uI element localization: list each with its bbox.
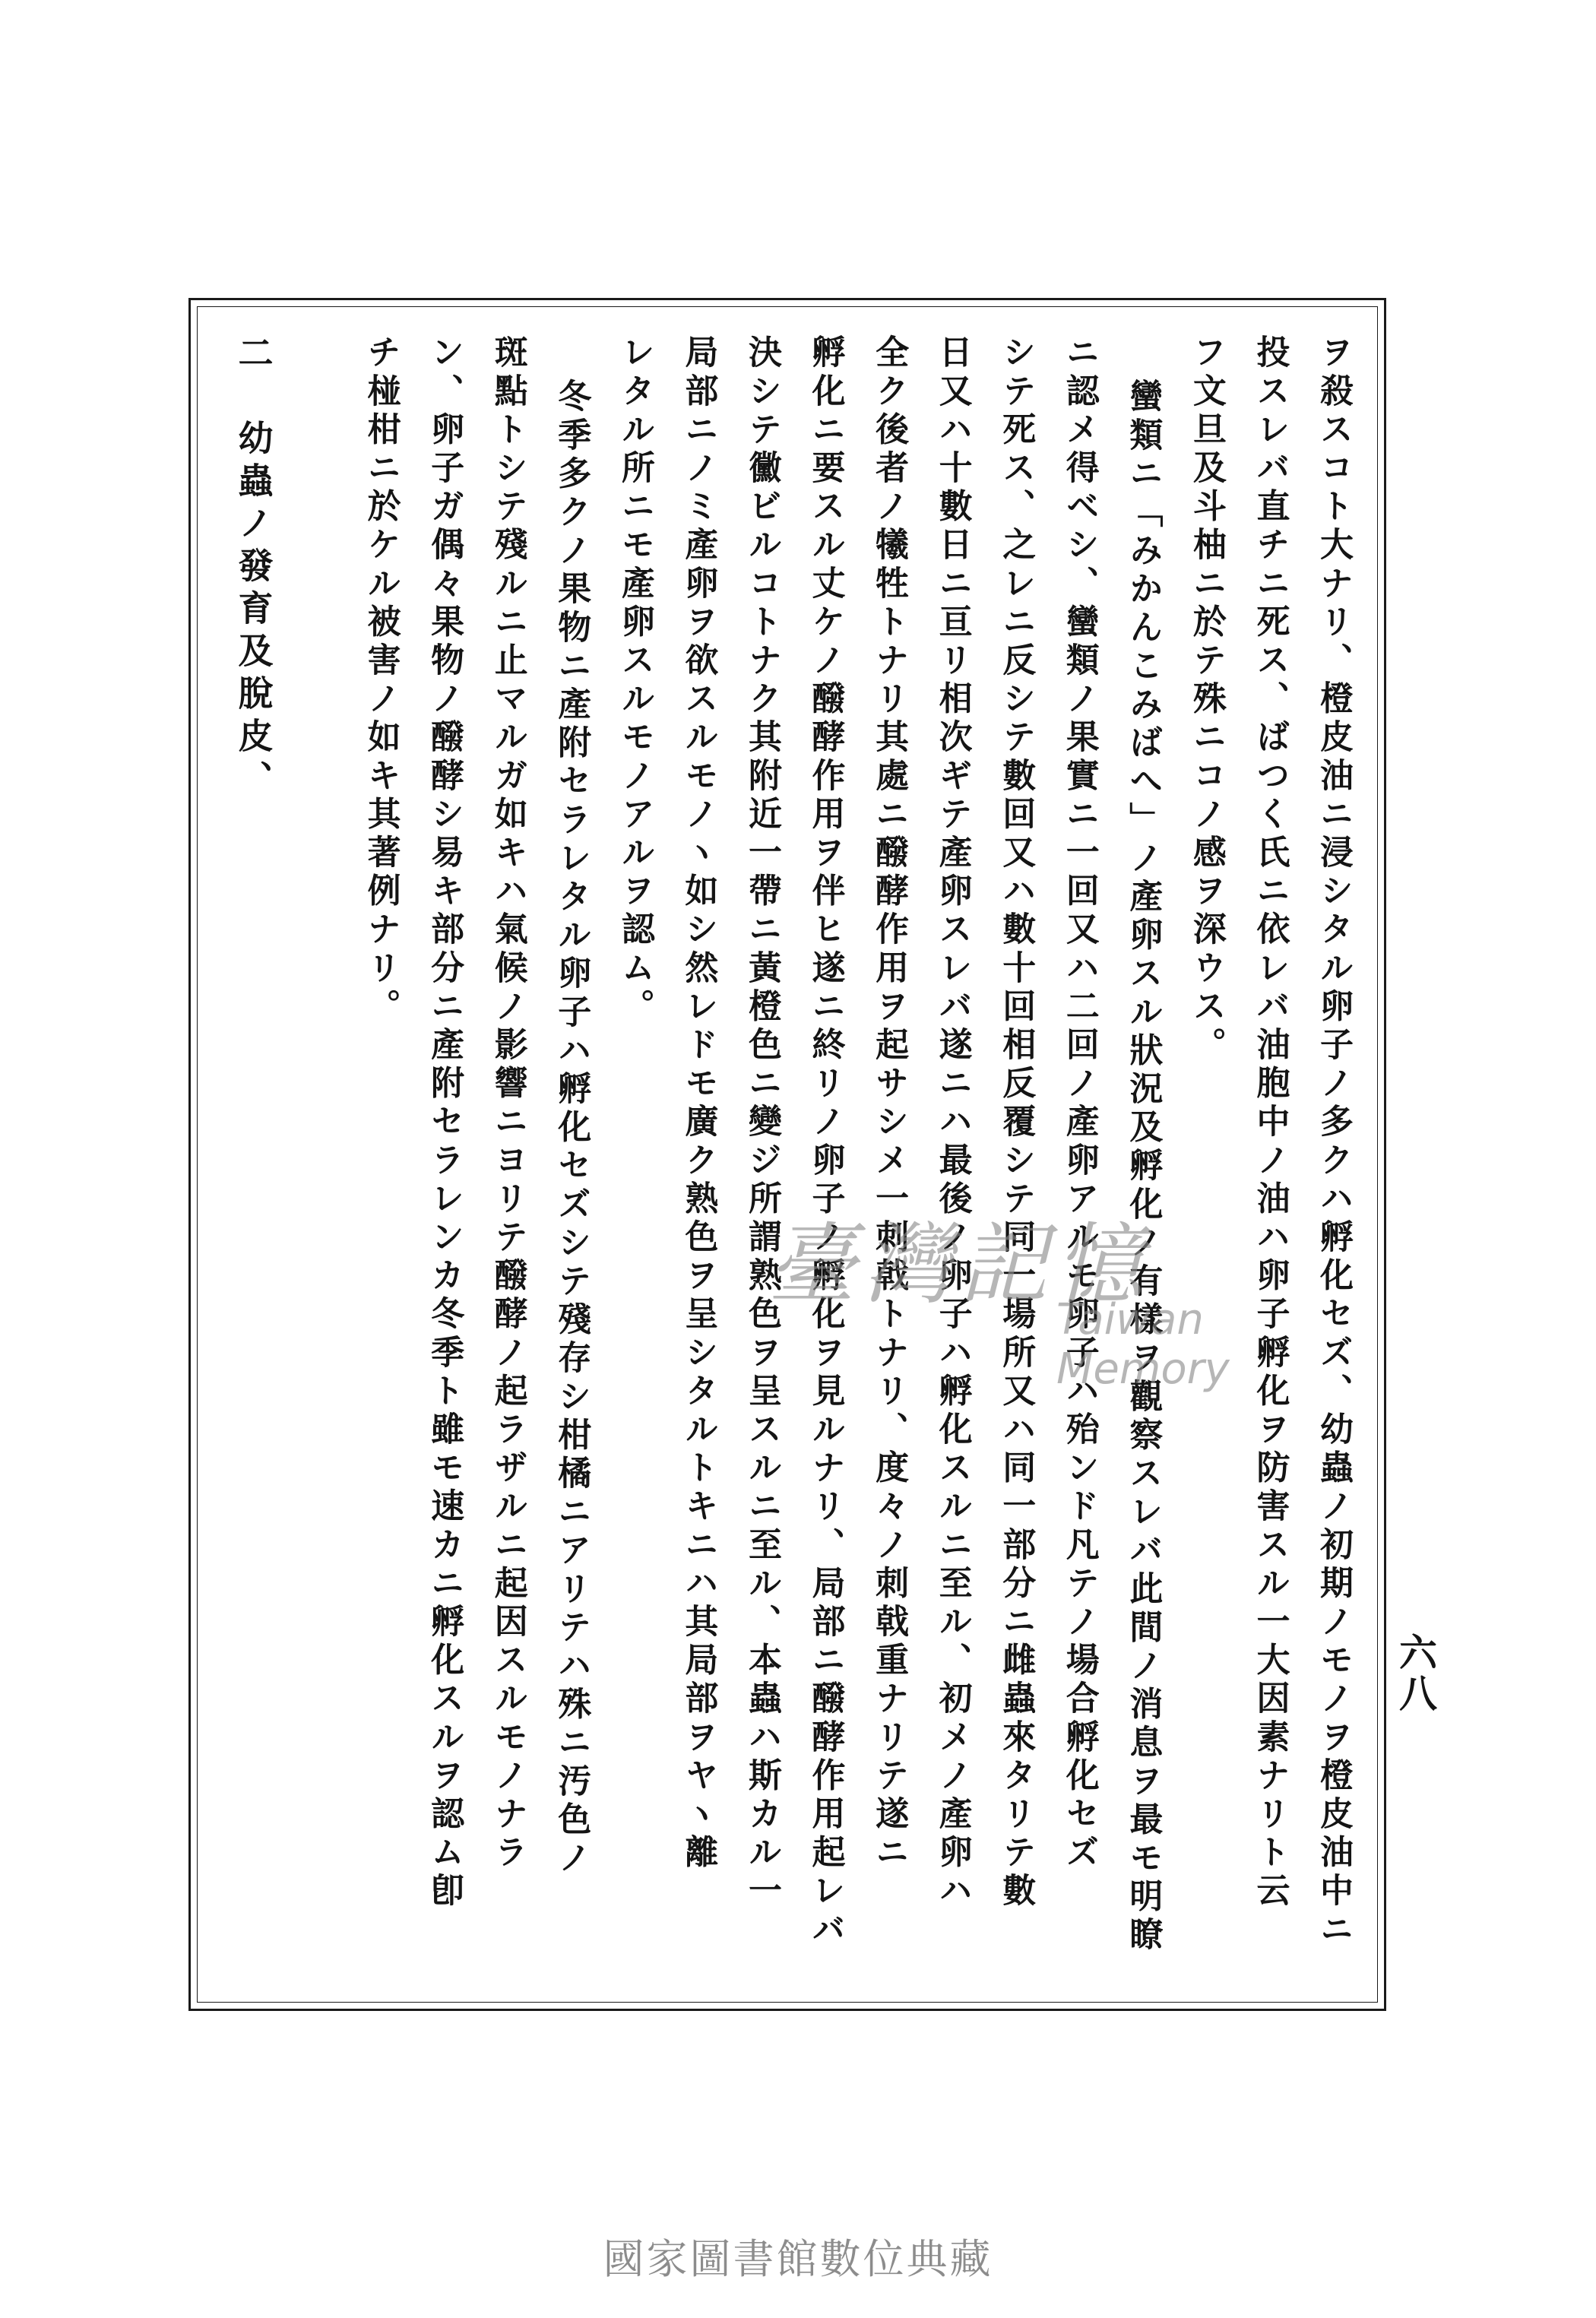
body-text <box>228 334 1360 1991</box>
text-column: ヲ殺スコト大ナリ、橙皮油ニ浸シタル卵子ノ多クハ孵化セズ、幼蟲ノ初期ノモノヲ橙皮油中ニ <box>1314 334 1353 1950</box>
text-column: チ椪柑ニ於ケル被害ノ如キ其著例ナリ。 <box>361 334 401 1027</box>
section-heading: 二 幼蟲ノ發育及脫皮、 <box>233 334 274 803</box>
watermark-cn: 臺灣記憶 <box>768 1214 1151 1316</box>
text-column: 局部ニノミ產卵ヲ欲スルモノヽ如シ然レドモ廣ク熟色ヲ呈シタルトキニハ其局部ヲヤヽ離 <box>679 334 718 1873</box>
page-number: 六八 <box>1393 1632 1438 1715</box>
text-column: レタル所ニモ產卵スルモノアルヲ認ム。 <box>615 334 654 1027</box>
text-column: 全ク後者ノ犧牲トナリ其處ニ醱酵作用ヲ起サシメ一刺戟トナリ、度々ノ刺戟重ナリテ遂ニ <box>869 334 909 1873</box>
text-column: 決シテ黴ビルコトナク其附近一帶ニ黃橙色ニ變ジ所謂熟色ヲ呈スルニ至ル、本蟲ハ斯カル一 <box>742 334 781 1911</box>
text-column: ニ認メ得ベシ、蠻類ノ果實ニ一回又ハ二回ノ產卵アルモ卵子ハ殆ンド凡テノ場合孵化セズ <box>1059 334 1099 1873</box>
text-column: 冬季多クノ果物ニ產附セラレタル卵子ハ孵化セズシテ殘存シ柑橘ニアリテハ殊ニ汚色ノ <box>552 378 591 1879</box>
footer-credit: 國家圖書館數位典藏 <box>603 2235 993 2283</box>
text-column: 斑點トシテ殘ルニ止マルガ如キハ氣候ノ影響ニヨリテ醱酵ノ起ラザルニ起因スルモノナラ <box>488 334 527 1873</box>
text-column: 孵化ニ要スル丈ケノ醱酵作用ヲ伴ヒ遂ニ終リノ卵子ノ孵化ヲ見ルナリ、局部ニ醱酵作用起レバ <box>806 334 845 1950</box>
text-column: 投スレバ直チニ死ス、ばつく氏ニ依レバ油胞中ノ油ハ卵子孵化ヲ防害スル一大因素ナリト云 <box>1250 334 1290 1911</box>
text-column: シテ死ス、之レニ反シテ數回又ハ數十回相反覆シテ同一場所又ハ同一部分ニ雌蟲來タリテ數 <box>996 334 1036 1911</box>
text-column: フ文旦及斗柚ニ於テ殊ニコノ感ヲ深ウス。 <box>1186 334 1226 1066</box>
text-column: 蠻類ニ「みかんこみばへ」ノ產卵スル狀況及孵化ノ有樣ヲ觀察スレバ此間ノ消息ヲ最モ明瞭 <box>1123 378 1163 1955</box>
watermark-en: Taiwan Memory <box>1056 1295 1230 1394</box>
text-column: 日又ハ十數日ニ亘リ相次ギテ產卵スレバ遂ニハ最後ノ卵子ハ孵化スルニ至ル、初メノ產卵ハ <box>933 334 972 1911</box>
text-column: ン、卵子ガ偶々果物ノ醱酵シ易キ部分ニ產附セラレンカ冬季ト雖モ速カニ孵化スルヲ認ム卽 <box>425 334 464 1911</box>
